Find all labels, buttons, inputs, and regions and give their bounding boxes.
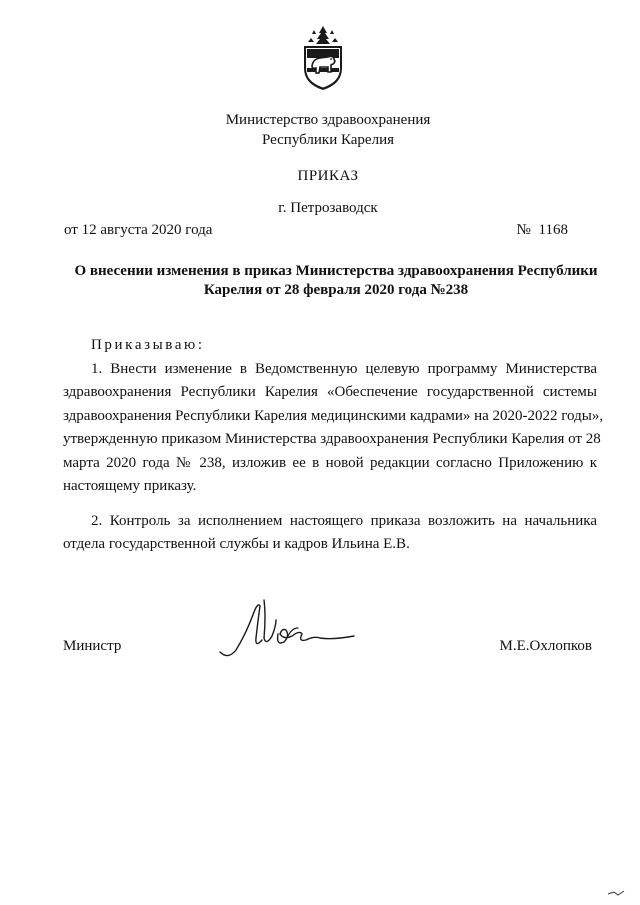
handwritten-signature	[214, 590, 374, 670]
paragraph-line: здравоохранения Республики Карелия медицинскими кадрами» на 2020-2022 годы»,	[63, 407, 604, 424]
signatory-name: М.Е.Охлопков	[499, 638, 592, 654]
paragraph-line: отдела государственной службы и кадров Ильина Е.В.	[63, 536, 410, 553]
order-date: от 12 августа 2020 года	[64, 222, 213, 238]
order-number: № 1168	[516, 222, 568, 238]
decree-word: Приказываю:	[91, 337, 205, 353]
order-subject-line2: Карелия от 28 февраля 2020 года №238	[203, 282, 469, 298]
paragraph-line: утвержденную приказом Министерства здравоохранения Республики Карелия от 28	[63, 431, 601, 448]
paragraph-2	[63, 510, 597, 557]
ministry-name-line2: Республики Карелия	[261, 132, 395, 148]
paragraph-1	[63, 358, 604, 498]
scan-mark-icon	[606, 888, 626, 898]
paragraph-line: здравоохранения Республики Карелия «Обеспечение государственной системы	[63, 384, 597, 401]
document-type: ПРИКАЗ	[297, 168, 359, 184]
paragraph-line: настоящему приказу.	[63, 477, 197, 494]
paragraph-line: марта 2020 года № 238, изложив ее в новой редакции согласно Приложению к	[63, 454, 597, 471]
city: г. Петрозаводск	[278, 200, 378, 216]
order-subject-line1: О внесении изменения в приказ Министерства здравоохранения Республики	[74, 263, 598, 279]
signatory-position: Министр	[63, 638, 122, 654]
ministry-name-line1: Министерство здравоохранения	[225, 112, 431, 128]
paragraph-line: 2. Контроль за исполнением настоящего приказа возложить на начальника	[91, 513, 597, 529]
paragraph-line: 1. Внести изменение в Ведомственную целевую программу Министерства	[91, 361, 597, 377]
coat-of-arms-icon	[298, 24, 348, 92]
order-subject	[60, 262, 612, 300]
